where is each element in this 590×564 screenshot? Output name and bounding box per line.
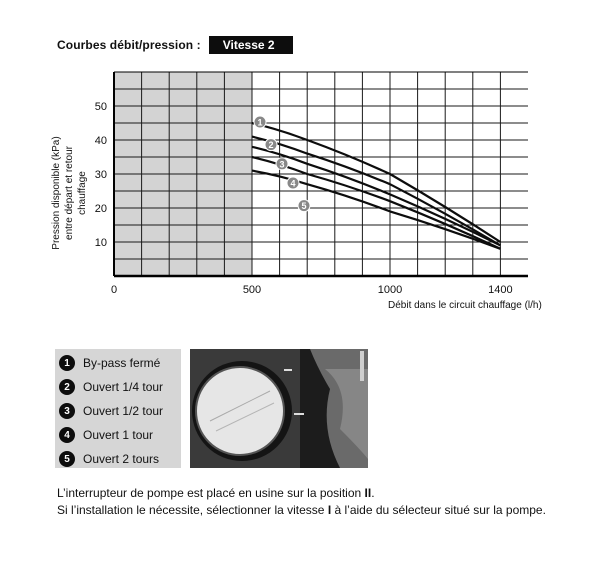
series-marker-label-1: 1 bbox=[257, 117, 263, 128]
note-text: Si l’installation le nécessite, sélectionner la vitesse bbox=[57, 503, 328, 517]
chart-title: Courbes débit/pression : bbox=[57, 38, 201, 52]
legend-item bbox=[59, 401, 163, 421]
legend-number-badge: 2 bbox=[59, 379, 75, 395]
note-text: L’interrupteur de pompe est placé en usine sur la position bbox=[57, 486, 365, 500]
y-axis-label bbox=[50, 128, 90, 268]
note-emphasis: II bbox=[364, 486, 372, 500]
chart-grid bbox=[114, 72, 528, 276]
note-line-1 bbox=[57, 486, 375, 500]
y-tick-label: 10 bbox=[94, 237, 107, 249]
y-tick-label: 20 bbox=[94, 203, 107, 215]
pump-bypass-photo bbox=[190, 349, 368, 468]
legend-label: Ouvert 2 tours bbox=[83, 452, 160, 466]
legend-label: Ouvert 1/2 tour bbox=[83, 404, 164, 418]
note-text: à l’aide du sélecteur situé sur la pompe. bbox=[331, 503, 546, 517]
x-tick-label: 1400 bbox=[488, 284, 513, 296]
x-tick-label: 1000 bbox=[377, 284, 403, 296]
legend-item bbox=[59, 377, 163, 397]
legend-number-badge: 3 bbox=[59, 403, 75, 419]
legend-number-badge: 4 bbox=[59, 427, 75, 443]
series-marker-label-5: 5 bbox=[301, 201, 307, 212]
legend-number-badge: 1 bbox=[59, 355, 75, 371]
legend-item bbox=[59, 449, 159, 469]
legend-panel bbox=[55, 349, 181, 468]
note-line-2 bbox=[57, 503, 546, 517]
legend-label: Ouvert 1 tour bbox=[83, 428, 154, 442]
y-axis-label-line1: Pression disponible (kPa) bbox=[51, 136, 62, 250]
series-marker-label-4: 4 bbox=[290, 178, 296, 189]
y-tick-label: 40 bbox=[94, 135, 107, 147]
legend-label: By-pass fermé bbox=[83, 356, 161, 370]
legend-number-badge: 5 bbox=[59, 451, 75, 467]
x-tick-label: 500 bbox=[242, 284, 262, 296]
note-text: . bbox=[371, 486, 375, 500]
x-axis-label: Débit dans le circuit chauffage (l/h) bbox=[388, 300, 542, 311]
series-marker-label-3: 3 bbox=[279, 159, 285, 170]
y-tick-label: 50 bbox=[94, 101, 107, 113]
legend-item bbox=[59, 353, 160, 373]
y-axis-label-line2: entre départ et retour chauffage bbox=[64, 146, 88, 240]
series-marker-label-2: 2 bbox=[268, 140, 274, 151]
legend-item bbox=[59, 425, 153, 445]
pump-photo-illustration bbox=[190, 349, 368, 468]
y-tick-label: 30 bbox=[94, 169, 107, 181]
note-emphasis: I bbox=[327, 503, 332, 517]
x-tick-label: 0 bbox=[110, 284, 118, 296]
legend-label: Ouvert 1/4 tour bbox=[83, 380, 164, 394]
speed-badge: Vitesse 2 bbox=[209, 36, 293, 54]
